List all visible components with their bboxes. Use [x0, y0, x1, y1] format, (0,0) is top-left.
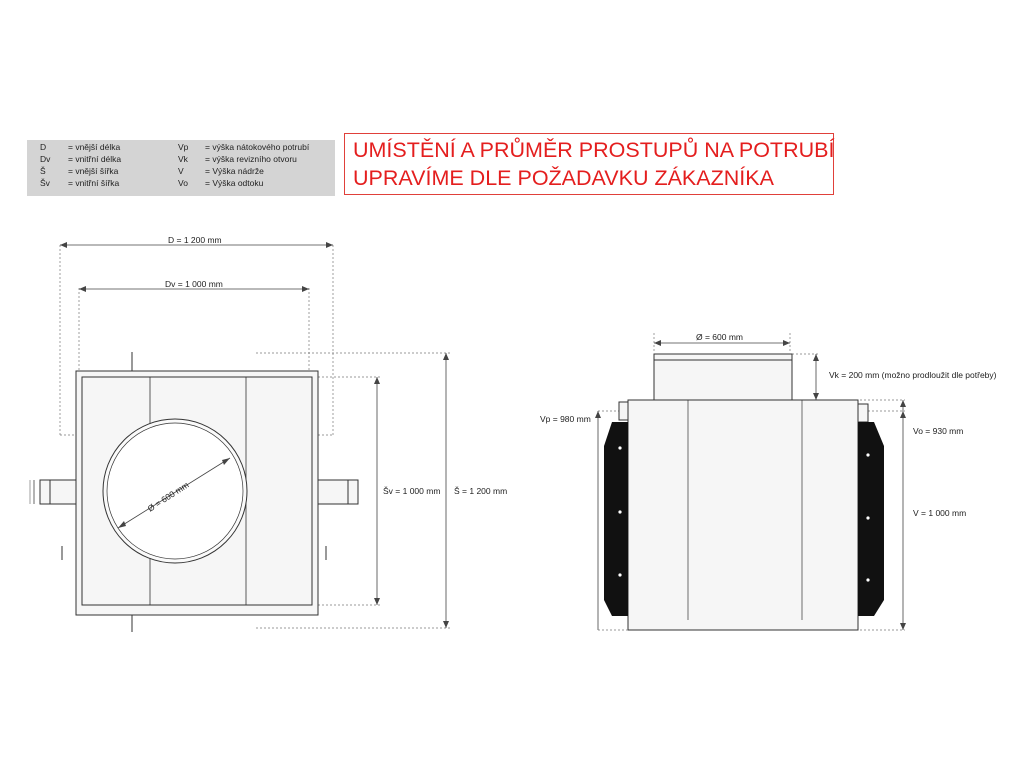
legend-abbr: Šv	[40, 178, 50, 188]
legend-desc: = vnější šířka	[68, 166, 119, 176]
legend-abbr: Vp	[178, 142, 189, 152]
notice-line-1: UMÍSTĚNÍ A PRŮMĚR PROSTUPŮ NA POTRUBÍ	[353, 138, 835, 162]
legend-desc: = výška nátokového potrubí	[205, 142, 310, 152]
label-v: V = 1 000 mm	[913, 508, 967, 518]
legend-desc: = Výška odtoku	[205, 178, 264, 188]
label-s: Š = 1 200 mm	[454, 486, 508, 496]
legend-abbr: Vk	[178, 154, 188, 164]
riser-shaft	[654, 354, 792, 400]
label-vk: Vk = 200 mm (možno prodloužit dle potřeby)	[829, 370, 997, 380]
legend-abbr: Vo	[178, 178, 188, 188]
legend-desc: = Výška nádrže	[205, 166, 264, 176]
label-diameter: Ø = 600 mm	[145, 479, 191, 514]
inlet-pipe	[40, 480, 76, 504]
legend-abbr: Dv	[40, 154, 51, 164]
notice-line-2: UPRAVÍME DLE POŽADAVKU ZÁKAZNÍKA	[353, 166, 774, 190]
label-vp: Vp = 980 mm	[540, 414, 591, 424]
legend-abbr: D	[40, 142, 47, 152]
outlet-pipe	[318, 480, 358, 504]
legend-abbr: Š	[40, 166, 46, 176]
label-top-diameter: Ø = 600 mm	[696, 332, 744, 342]
tank-body	[628, 400, 858, 630]
label-d: D = 1 200 mm	[168, 235, 222, 245]
legend-desc: = vnější délka	[68, 142, 121, 152]
label-dv: Dv = 1 000 mm	[165, 279, 223, 289]
top-view	[30, 242, 452, 632]
legend-desc: = výška revizního otvoru	[205, 154, 297, 164]
label-vo: Vo = 930 mm	[913, 426, 964, 436]
label-sv: Šv = 1 000 mm	[383, 486, 441, 496]
legend-desc: = vnitřní šířka	[68, 178, 120, 188]
legend-abbr: V	[178, 166, 184, 176]
legend-desc: = vnitřní délka	[68, 154, 122, 164]
